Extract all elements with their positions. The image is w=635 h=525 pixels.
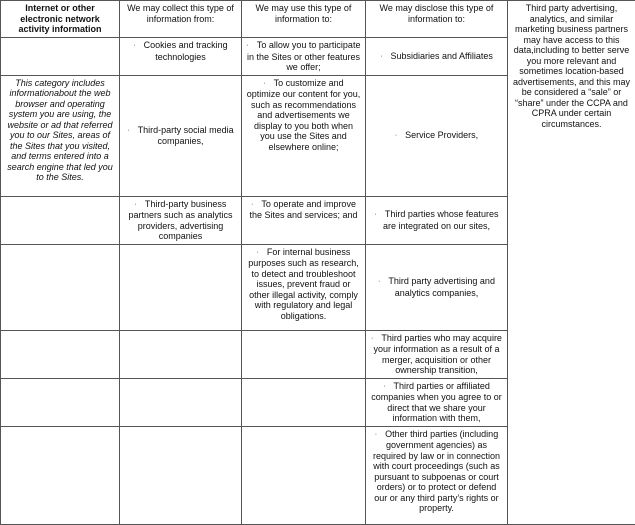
collect-source: Cookies and tracking technologies (144, 40, 228, 62)
disclose-recipient: Other third parties (including government agencies) as required by law or in connection with court proceedings (such as pursuant to subpoenas or court orders) or to protect or defend our or any third party’s rights or property. (373, 429, 500, 514)
use-cell (242, 378, 366, 426)
use-purpose: For internal business purposes such as research, to detect and troubleshoot issues, prevent fraud or other illegal activity, comply with regulatory and legal obligations. (248, 247, 359, 321)
collect-source: Third-party social media companies, (138, 125, 234, 147)
disclose-recipient: Subsidiaries and Affiliates (390, 51, 492, 61)
disclose-cell (366, 196, 508, 244)
use-cell (242, 75, 366, 196)
bullet-icon: · (247, 42, 249, 49)
disclose-recipient: Service Providers, (405, 130, 478, 140)
use-cell (242, 330, 366, 378)
bullet-icon: · (251, 201, 253, 208)
bullet-icon: · (395, 132, 397, 139)
category-description: This category includes informationabout the web browser and operating system you are using, the website or ad that referred you to our Sites, areas of the Sites that you visited, and terms entered into a search engine that led you to the Sites. (1, 75, 120, 196)
collect-cell (120, 244, 242, 330)
header-row (1, 1, 635, 38)
disclose-cell (366, 378, 508, 426)
use-cell (242, 196, 366, 244)
bullet-icon: · (375, 431, 377, 438)
bullet-icon: · (383, 383, 385, 390)
use-cell (242, 38, 366, 76)
category-cell (1, 244, 120, 330)
collect-cell (120, 75, 242, 196)
collect-cell (120, 378, 242, 426)
header-collect: We may collect this type of information from: (120, 1, 242, 38)
bullet-icon: · (378, 278, 380, 285)
disclose-cell (366, 330, 508, 378)
use-purpose: To customize and optimize our content for you, such as recommendations and advertisements we display to you both when you use the Sites and elsewhere online; (247, 78, 361, 152)
collect-source: Third-party business partners such as analytics providers, advertising companies (128, 199, 232, 242)
bullet-icon: · (127, 127, 129, 134)
bullet-icon: · (371, 335, 373, 342)
bullet-icon: · (380, 53, 382, 60)
collect-cell (120, 426, 242, 524)
use-cell (242, 426, 366, 524)
collect-cell (120, 330, 242, 378)
bullet-icon: · (135, 201, 137, 208)
category-cell (1, 38, 120, 76)
bullet-icon: · (263, 80, 265, 87)
disclose-recipient: Third parties whose features are integrated on our sites, (383, 209, 499, 231)
header-category: Internet or other electronic network activity information (1, 1, 120, 38)
category-cell (1, 330, 120, 378)
sharing-note: Third party advertising, analytics, and similar marketing business partners may have access to this data,including to better serve you more relevant and sometimes location-based advertisements, and this may be considered a “sale” or “share” under the CCPA and CPRA under certain circumstances. (508, 1, 635, 525)
disclose-cell (366, 38, 508, 76)
collect-cell (120, 38, 242, 76)
category-cell (1, 378, 120, 426)
use-purpose: To operate and improve the Sites and services; and (249, 199, 357, 221)
collect-cell (120, 196, 242, 244)
disclose-recipient: Third parties who may acquire your information as a result of a merger, acquisition or other ownership transition, (373, 333, 501, 376)
use-purpose: To allow you to participate in the Sites or other features we offer; (247, 40, 360, 72)
disclose-recipient: Third parties or affiliated companies when you agree to or direct that we share your information with them, (371, 381, 502, 424)
header-use: We may use this type of information to: (242, 1, 366, 38)
bullet-icon: · (375, 211, 377, 218)
disclose-cell (366, 75, 508, 196)
header-disclose: We may disclose this type of information to: (366, 1, 508, 38)
bullet-icon: · (133, 42, 135, 49)
disclose-cell (366, 244, 508, 330)
use-cell (242, 244, 366, 330)
disclose-cell (366, 426, 508, 524)
disclose-recipient: Third party advertising and analytics companies, (388, 276, 495, 298)
category-cell (1, 196, 120, 244)
category-cell (1, 426, 120, 524)
bullet-icon: · (257, 249, 259, 256)
